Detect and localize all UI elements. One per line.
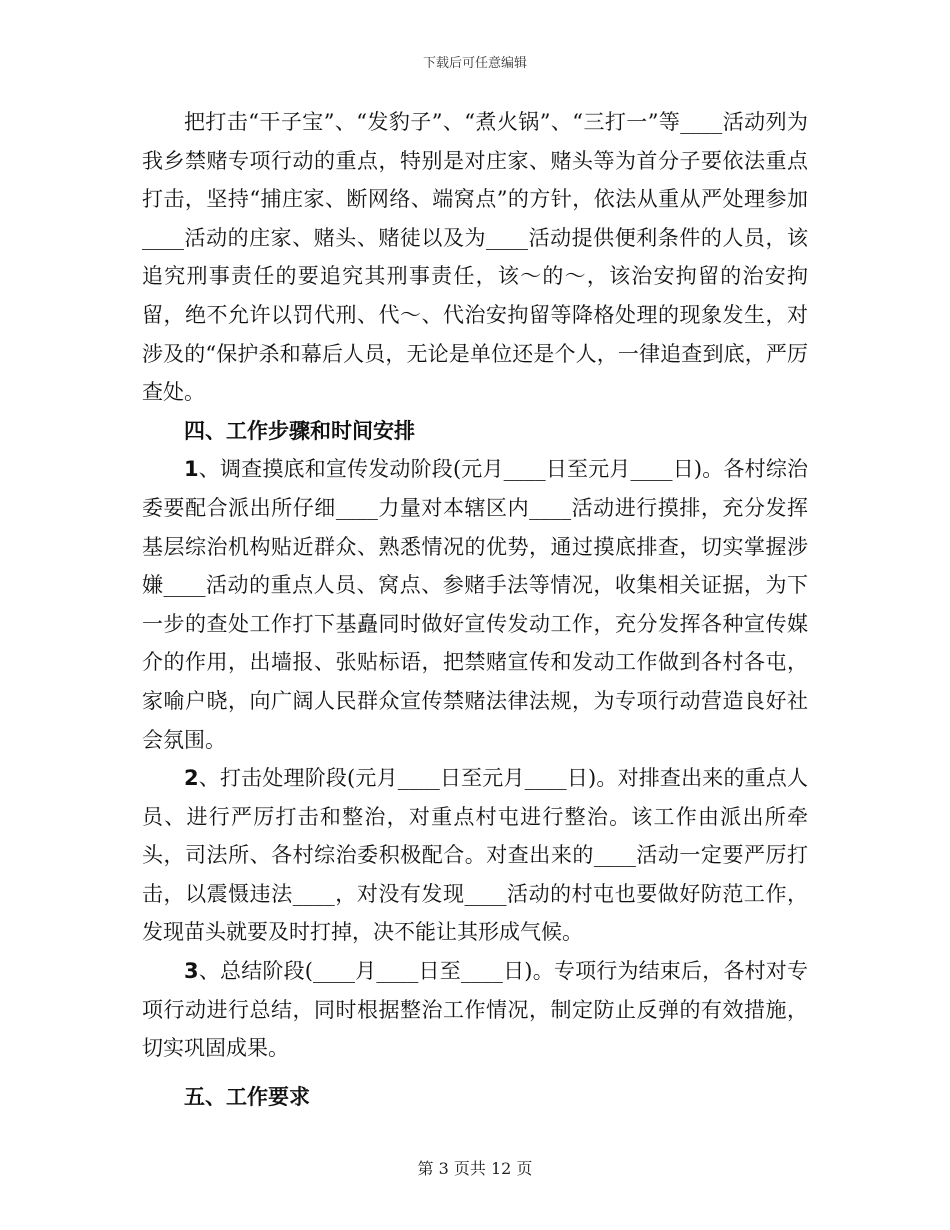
step-3-text: 、总结阶段(____月____日至____日)。专项行为结束后，各村对专项行动进行总结，同时根据整治工作情况，制定防止反弹的有效措施，切实巩固成果。	[142, 959, 808, 1061]
paragraph-step-3	[142, 952, 808, 1068]
step-2-number: 2	[184, 766, 199, 791]
paragraph-step-2	[142, 759, 808, 952]
section-heading-5: 五、工作要求	[184, 1084, 310, 1109]
step-3-number: 3	[184, 959, 199, 984]
document-body	[142, 103, 808, 1116]
step-2-text: 、打击处理阶段(元月____日至元月____日)。对排查出来的重点人员、进行严厉打击和整治，对重点村屯进行整治。该工作由派出所牵头，司法所、各村综治委积极配合。对查出来的____活动一定要严厉打击，以震慑违法____，对没有发现____活动的村屯也要做好防范工作，发现苗头就要及时打掉，决不能让其形成气候。	[142, 766, 808, 945]
step-1-text: 、调查摸底和宣传发动阶段(元月____日至元月____日)。各村综治委要配合派出所仔细____力量对本辖区内____活动进行摸排，充分发挥基层综治机构贴近群众、熟悉情况的优势，通过摸底排查，切实掌握涉嫌____活动的重点人员、窝点、参赌手法等情况，收集相关证据，为下一步的查处工作打下基矗同时做好宣传发动工作，充分发挥各种宣传媒介的作用，出墙报、张贴标语，把禁赌宣传和发动工作做到各村各屯，家喻户晓，向广阔人民群众宣传禁赌法律法规，为专项行动营造良好社会氛围。	[142, 457, 808, 752]
paragraph-crackdown-targets: 把打击“干子宝”、“发豹子”、“煮火锅”、“三打一”等____活动列为我乡禁赌专项行动的重点，特别是对庄家、赌头等为首分子要依法重点打击，坚持“捕庄家、断网络、端窝点”的方针，依法从重从严处理参加____活动的庄家、赌头、赌徒以及为____活动提供便利条件的人员，该追究刑事责任的要追究其刑事责任，该～的～，该治安拘留的治安拘留，绝不允许以罚代刑、代～、代治安拘留等降格处理的现象发生，对涉及的“保护杀和幕后人员，无论是单位还是个人，一律追查到底，严厉查处。	[142, 110, 808, 405]
paragraph-step-1	[142, 450, 808, 759]
section-heading-4: 四、工作步骤和时间安排	[184, 418, 415, 443]
step-1-number: 1	[184, 457, 199, 482]
page-header-note: 下载后可任意编辑	[422, 56, 527, 71]
page-number: 第 3 页共 12 页	[417, 1159, 533, 1178]
